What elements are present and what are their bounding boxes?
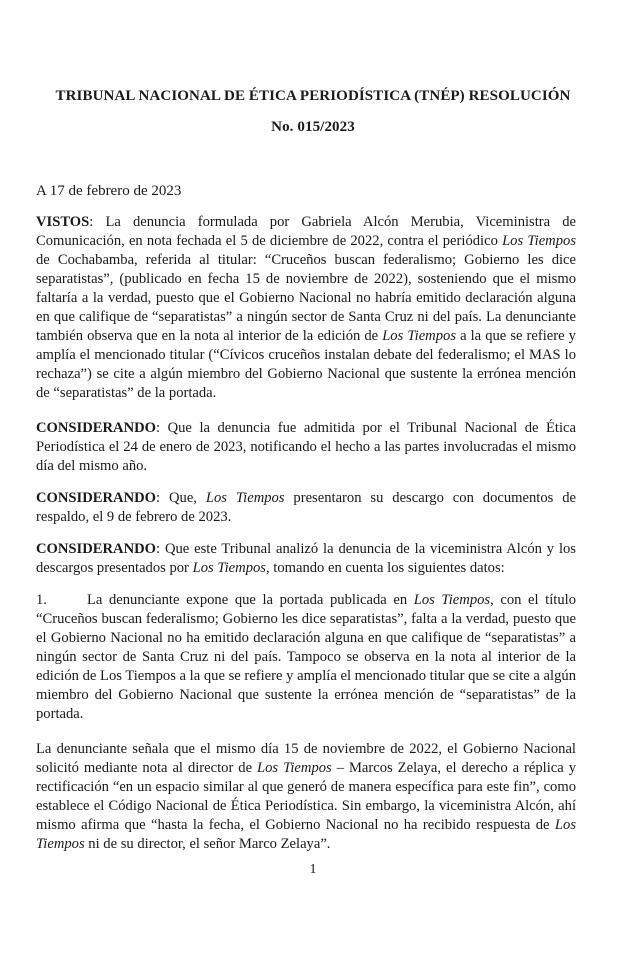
paragraph-text: La denunciante señala que el mismo día 15 de noviembre de 2022, el Gobierno Nacional solicitó mediante nota al director de — [36, 741, 576, 776]
paragraph-text: : Que, — [156, 490, 206, 506]
document-date: A 17 de febrero de 2023 — [36, 183, 182, 199]
resolution-number: No. 015/2023 — [271, 119, 355, 135]
paragraph-text: a la que se refiere y amplía el mencionado titular (“Cívicos cruceños instalan debate del federalismo; el MAS lo rechaza”) se cite a algún miembro del Gobierno Nacional que sustente la errónea mención de “separatistas” de la portada. — [36, 328, 576, 401]
numbered-item-1 — [36, 591, 576, 724]
newspaper-name: Los Tiempos — [382, 328, 456, 344]
paragraph-text: ni de su director, el señor Marco Zelaya”. — [84, 836, 331, 852]
paragraph-text: – Marcos Zelaya, el derecho a réplica y rectificación “en un espacio similar al que generó de manera específica para este fin”, como establece el Código Nacional de Ética Periodística. Sin embargo, la viceministra Alcón, ahí mismo afirma que “hasta la fecha, el Gobierno Nacional no ha recibido respuesta de — [36, 760, 576, 833]
paragraph-label: VISTOS — [36, 214, 90, 230]
paragraph-label: CONSIDERANDO — [36, 490, 157, 506]
newspaper-name: Los Tiempos — [192, 560, 266, 576]
paragraph-text: La denunciante expone que la portada publicada en — [86, 592, 414, 608]
paragraph-text: : La denuncia formulada por Gabriela Alcón Merubia, Viceministra de Comunicación, en nota fechada el 5 de diciembre de 2022, contra el periódico — [36, 214, 576, 249]
paragraph-label: CONSIDERANDO — [36, 541, 157, 557]
newspaper-name: Los Tiempos — [413, 592, 491, 608]
paragraph-considerando-2 — [36, 489, 576, 527]
paragraph-text: : Que la denuncia fue admitida por el Tribunal Nacional de Ética Periodística el 24 de enero de 2023, notificando el hecho a las partes involucradas el mismo día del mismo año. — [36, 420, 576, 474]
paragraph-considerando-1 — [36, 419, 576, 476]
paragraph-text: presentaron su descargo con documentos de respaldo, el 9 de febrero de 2023. — [36, 490, 576, 525]
page-number: 1 — [309, 862, 317, 877]
paragraph-considerando-3 — [36, 540, 576, 578]
paragraph-text: : Que este Tribunal analizó la denuncia de la viceministra Alcón y los descargos presentados por — [36, 541, 576, 576]
newspaper-name: Los Tiempos — [36, 817, 576, 852]
paragraph-text: , con el título “Cruceños buscan federalismo; Gobierno les dice separatistas”, falta a la verdad, puesto que el Gobierno Nacional no ha emitido declaración alguna en que califique de “separatistas” a ningún sector de Santa Cruz ni del país. Tampoco se observa en la nota al interior de la edición de Los Tiempos a la que se refiere y amplía el mencionado titular que se cite a algún miembro del Gobierno Nacional que sustente la errónea mención de “separatistas” de la portada. — [36, 592, 576, 722]
paragraph-label: CONSIDERANDO — [36, 420, 157, 436]
paragraph-denunciante — [36, 740, 576, 854]
paragraph-vistos — [36, 213, 576, 403]
newspaper-name: Los Tiempos — [502, 233, 576, 249]
item-number: 1. — [36, 592, 47, 608]
newspaper-name: Los Tiempos — [257, 760, 332, 776]
paragraph-text: , tomando en cuenta los siguientes datos: — [265, 560, 505, 576]
document-title: TRIBUNAL NACIONAL DE ÉTICA PERIODÍSTICA (TNÉP) RESOLUCIÓN — [55, 88, 571, 104]
paragraph-text: de Cochabamba, referida al titular: “Cruceños buscan federalismo; Gobierno les dice separatistas”, (publicado en fecha 15 de noviembre de 2022), sosteniendo que el mismo faltaría a la verdad, puesto que el Gobierno Nacional no habría emitido declaración alguna en que califique de “separatistas” a ningún sector de Santa Cruz ni del país. La denunciante también observa que en la nota al interior de la edición de — [36, 252, 576, 344]
newspaper-name: Los Tiempos — [205, 490, 285, 506]
